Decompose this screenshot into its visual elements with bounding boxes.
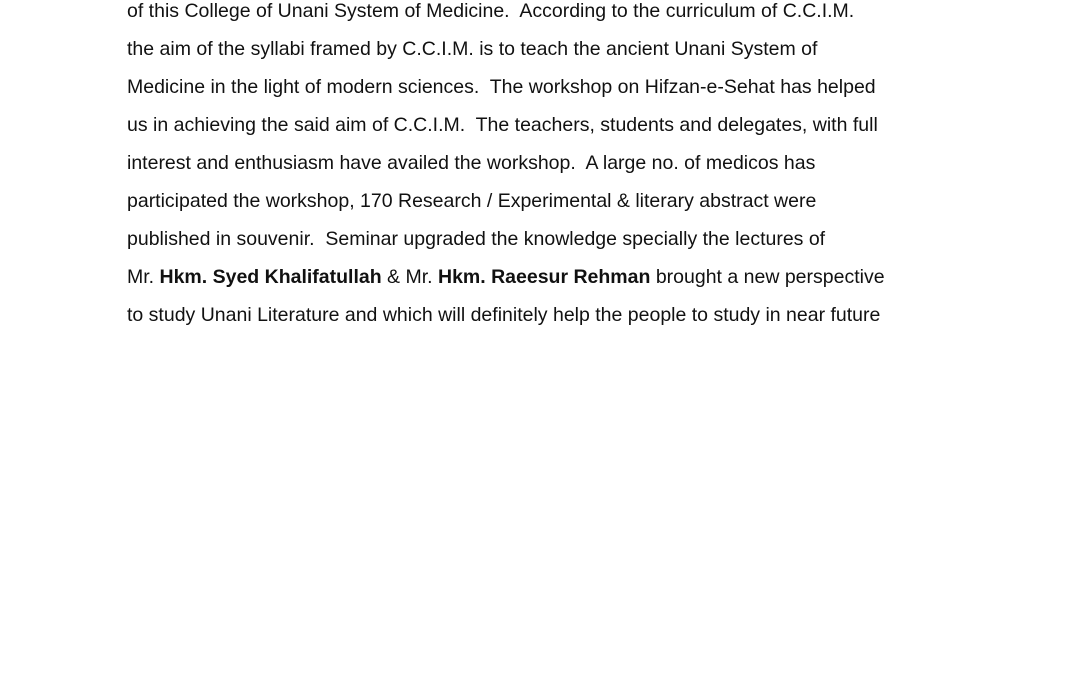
paragraph-line-1: of this College of Unani System of Medicine. According to the curriculum of C.C.I.M. [127,0,855,22]
body-paragraph [127,0,1027,334]
paragraph-line-7: published in souvenir. Seminar upgraded the knowledge specially the lectures of [127,228,826,250]
paragraph-line-2: the aim of the syllabi framed by C.C.I.M. is to teach the ancient Unani System of [127,38,818,60]
paragraph-line-5: interest and enthusiasm have availed the workshop. A large no. of medicos has [127,152,816,174]
speaker-name-khalifatullah: Hkm. Syed Khalifatullah [159,266,382,288]
paragraph-line-4: us in achieving the said aim of C.C.I.M. The teachers, students and delegates, with full [127,114,878,136]
line-8-prefix: Mr. [127,266,160,288]
paragraph-line-6: participated the workshop, 170 Research / Experimental & literary abstract were [127,190,817,212]
paragraph-line-9: to study Unani Literature and which will definitely help the people to study in near future [127,304,881,326]
paragraph-line-8 [127,258,1027,296]
line-8-connector: & Mr. [381,266,438,288]
line-8-suffix: brought a new perspective [650,266,885,288]
speaker-name-rehman: Hkm. Raeesur Rehman [437,266,651,288]
paragraph-line-3: Medicine in the light of modern sciences. The workshop on Hifzan-e-Sehat has helped [127,76,876,98]
